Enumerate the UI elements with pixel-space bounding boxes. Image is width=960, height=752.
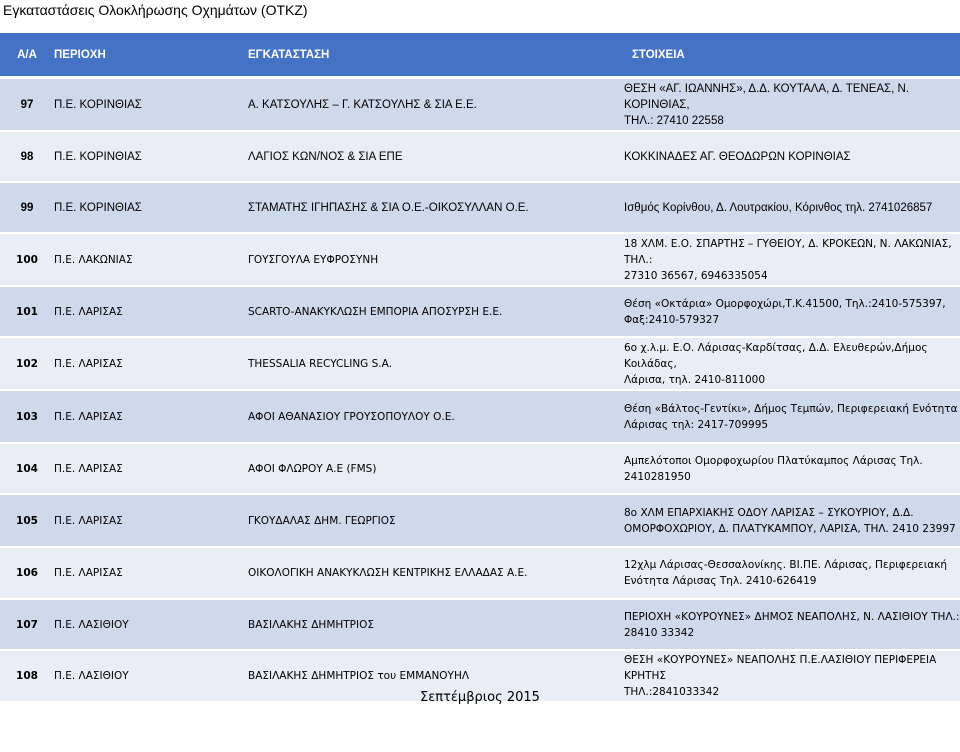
row-details-lines	[624, 609, 960, 641]
row-details	[614, 338, 960, 391]
row-details-lines	[624, 296, 946, 328]
row-number: 107	[0, 600, 54, 651]
header-data: ΣΤΟΙΧΕΙΑ	[614, 33, 960, 79]
row-details-line: Φαξ:2410-579327	[624, 313, 720, 326]
row-details-lines	[624, 557, 947, 589]
row-details-line: 6ο χ.λ.μ. Ε.Ο. Λάρισας-Καρδίτσας, Δ.Δ. Ελευθερών,Δήμος Κοιλάδας,	[624, 341, 928, 370]
row-details	[614, 79, 960, 132]
row-facility: ΛΑΓΙΟΣ ΚΩΝ/ΝΟΣ & ΣΙΑ ΕΠΕ	[248, 132, 614, 183]
row-details-line: Ενότητα Λάρισας Τηλ. 2410-626419	[624, 575, 817, 587]
row-details-line: Θέση «Βάλτος-Γεντίκι», Δήμος Τεμπών, Περιφερειακή Ενότητα	[624, 402, 958, 415]
row-region: Π.Ε. ΛΑΡΙΣΑΣ	[54, 548, 248, 600]
row-number: 97	[0, 79, 54, 132]
row-region: Π.Ε. ΛΑΡΙΣΑΣ	[54, 495, 248, 548]
row-details-line: ΘΕΣΗ «ΚΟΥΡΟΥΝΕΣ» ΝΕΑΠΟΛΗΣ Π.Ε.ΛΑΣΙΘΙΟΥ ΠΕΡΙΦΕΡΕΙΑ ΚΡΗΤΗΣ	[624, 654, 937, 682]
row-region: Π.Ε. ΛΑΡΙΣΑΣ	[54, 391, 248, 444]
facilities-table	[0, 33, 960, 752]
row-facility: ΑΦΟΙ ΦΛΩΡΟΥ Α.Ε (FMS)	[248, 444, 614, 495]
row-details	[614, 183, 960, 234]
row-region: Π.Ε. ΚΟΡΙΝΘΙΑΣ	[54, 132, 248, 183]
row-number: 103	[0, 391, 54, 444]
row-details-line: ΠΕΡΙΟΧΗ «ΚΟΥΡΟΥΝΕΣ» ΔΗΜΟΣ ΝΕΑΠΟΛΗΣ, Ν. ΛΑΣΙΘΙΟΥ ΤΗΛ.:	[624, 610, 960, 623]
row-details-line: Λάρισα, τηλ. 2410-811000	[624, 373, 766, 386]
row-details-line: 8ο ΧΛΜ ΕΠΑΡΧΙΑΚΗΣ ΟΔΟΥ ΛΑΡΙΣΑΣ – ΣΥΚΟΥΡΙΟΥ, Δ.Δ.	[624, 506, 914, 519]
header-region: ΠΕΡΙΟΧΗ	[54, 33, 248, 79]
row-facility: THESSALIA RECYCLING S.A.	[248, 338, 614, 391]
row-facility: ΓΚΟΥΔΑΛΑΣ ΔΗΜ. ΓΕΩΡΓΙΟΣ	[248, 495, 614, 548]
row-number: 108	[0, 651, 54, 703]
row-details	[614, 287, 960, 338]
row-number: 105	[0, 495, 54, 548]
row-region: Π.Ε. ΚΟΡΙΝΘΙΑΣ	[54, 79, 248, 132]
row-details	[614, 444, 960, 495]
row-region: Π.Ε. ΛΑΡΙΣΑΣ	[54, 287, 248, 338]
row-number: 104	[0, 444, 54, 495]
row-facility: SCARTO-ΑΝΑΚΥΚΛΩΣΗ ΕΜΠΟΡΙΑ ΑΠΟΣΥΡΣΗ Ε.Ε.	[248, 287, 614, 338]
row-number: 99	[0, 183, 54, 234]
row-details-lines	[624, 149, 851, 165]
row-details	[614, 600, 960, 651]
row-region: Π.Ε. ΛΑΡΙΣΑΣ	[54, 444, 248, 495]
row-details-line: Θέση «Οκτάρια» Ομορφοχώρι,Τ.Κ.41500, Τηλ.:2410-575397,	[624, 297, 946, 310]
row-details-line: 2410281950	[624, 470, 691, 483]
row-facility: ΒΑΣΙΛΑΚΗΣ ΔΗΜΗΤΡΙΟΣ	[248, 600, 614, 651]
row-details	[614, 132, 960, 183]
row-details	[614, 391, 960, 444]
row-details-line: ΚΟΚΚΙΝΑΔΕΣ ΑΓ. ΘΕΟΔΩΡΩΝ ΚΟΡΙΝΘΙΑΣ	[624, 150, 851, 163]
page-title: Εγκαταστάσεις Ολοκλήρωσης Οχημάτων (ΟΤΚΖ)	[3, 2, 308, 18]
row-details-line: Λάρισας τηλ: 2417-709995	[624, 418, 769, 431]
row-details	[614, 548, 960, 600]
row-region: Π.Ε. ΛΑΚΩΝΙΑΣ	[54, 234, 248, 287]
row-details-line: 18 ΧΛΜ. Ε.Ο. ΣΠΑΡΤΗΣ – ΓΥΘΕΙΟΥ, Δ. ΚΡΟΚΕΩΝ, Ν. ΛΑΚΩΝΙΑΣ, ΤΗΛ.:	[624, 237, 952, 266]
row-region: Π.Ε. ΚΟΡΙΝΘΙΑΣ	[54, 183, 248, 234]
row-facility: Α. ΚΑΤΣΟΥΛΗΣ – Γ. ΚΑΤΣΟΥΛΗΣ & ΣΙΑ Ε.Ε.	[248, 79, 614, 132]
row-details-lines	[624, 401, 958, 433]
row-details-line: ΘΕΣΗ «ΑΓ. ΙΩΑΝΝΗΣ», Δ.Δ. ΚΟΥΤΑΛΑ, Δ. ΤΕΝΕΑΣ, Ν. ΚΟΡΙΝΘΙΑΣ,	[624, 82, 910, 111]
row-details-line: 12χλμ Λάρισας-Θεσσαλονίκης. ΒΙ.ΠΕ. Λάρισας, Περιφερειακή	[624, 559, 948, 571]
row-details-line: ΤΗΛ.: 27410 22558	[624, 114, 724, 127]
row-number: 106	[0, 548, 54, 600]
row-details	[614, 495, 960, 548]
row-facility: ΑΦΟΙ ΑΘΑΝΑΣΙΟΥ ΓΡΟΥΣΟΠΟΥΛΟΥ Ο.Ε.	[248, 391, 614, 444]
row-details-line: 28410 33342	[624, 626, 695, 639]
row-details-lines	[624, 236, 960, 284]
row-details-lines	[624, 200, 932, 216]
row-details-line: ΤΗΛ.:2841033342	[624, 686, 720, 698]
row-details-lines	[624, 340, 960, 388]
footer-date: Σεπτέμβριος 2015	[420, 690, 540, 705]
row-details-lines	[624, 505, 956, 537]
row-number: 100	[0, 234, 54, 287]
row-details	[614, 234, 960, 287]
header-facility: ΕΓΚΑΤΑΣΤΑΣΗ	[248, 33, 614, 79]
row-region: Π.Ε. ΛΑΣΙΘΙΟΥ	[54, 651, 248, 703]
row-facility: ΟΙΚΟΛΟΓΙΚΗ ΑΝΑΚΥΚΛΩΣΗ ΚΕΝΤΡΙΚΗΣ ΕΛΛΑΔΑΣ Α.Ε.	[248, 548, 614, 600]
row-details-line: ΟΜΟΡΦΟΧΩΡΙΟΥ, Δ. ΠΛΑΤΥΚΑΜΠΟΥ, ΛΑΡΙΣΑ, ΤΗΛ. 2410 23997	[624, 522, 956, 535]
row-facility: ΒΑΣΙΛΑΚΗΣ ΔΗΜΗΤΡΙΟΣ του ΕΜΜΑΝΟΥΗΛ	[248, 651, 614, 703]
row-details-lines	[624, 81, 960, 129]
row-details-lines	[624, 453, 923, 485]
row-facility: ΓΟΥΣΓΟΥΛΑ ΕΥΦΡΟΣΥΝΗ	[248, 234, 614, 287]
row-details-line: Αμπελότοποι Ομορφοχωρίου Πλατύκαμπος Λάρισας Τηλ.	[624, 454, 923, 467]
row-number: 98	[0, 132, 54, 183]
row-details-line: 27310 36567, 6946335054	[624, 269, 768, 282]
row-details-line: Ισθμός Κορίνθου, Δ. Λουτρακίου, Κόρινθος τηλ. 2741026857	[624, 201, 933, 214]
row-facility: ΣΤΑΜΑΤΗΣ ΙΓΗΠΑΣΗΣ & ΣΙΑ Ο.Ε.-ΟΙΚΟΣΥΛΛΑΝ Ο.Ε.	[248, 183, 614, 234]
row-region: Π.Ε. ΛΑΡΙΣΑΣ	[54, 338, 248, 391]
header-num: Α/Α	[0, 33, 54, 79]
row-number: 101	[0, 287, 54, 338]
row-region: Π.Ε. ΛΑΣΙΘΙΟΥ	[54, 600, 248, 651]
row-number: 102	[0, 338, 54, 391]
